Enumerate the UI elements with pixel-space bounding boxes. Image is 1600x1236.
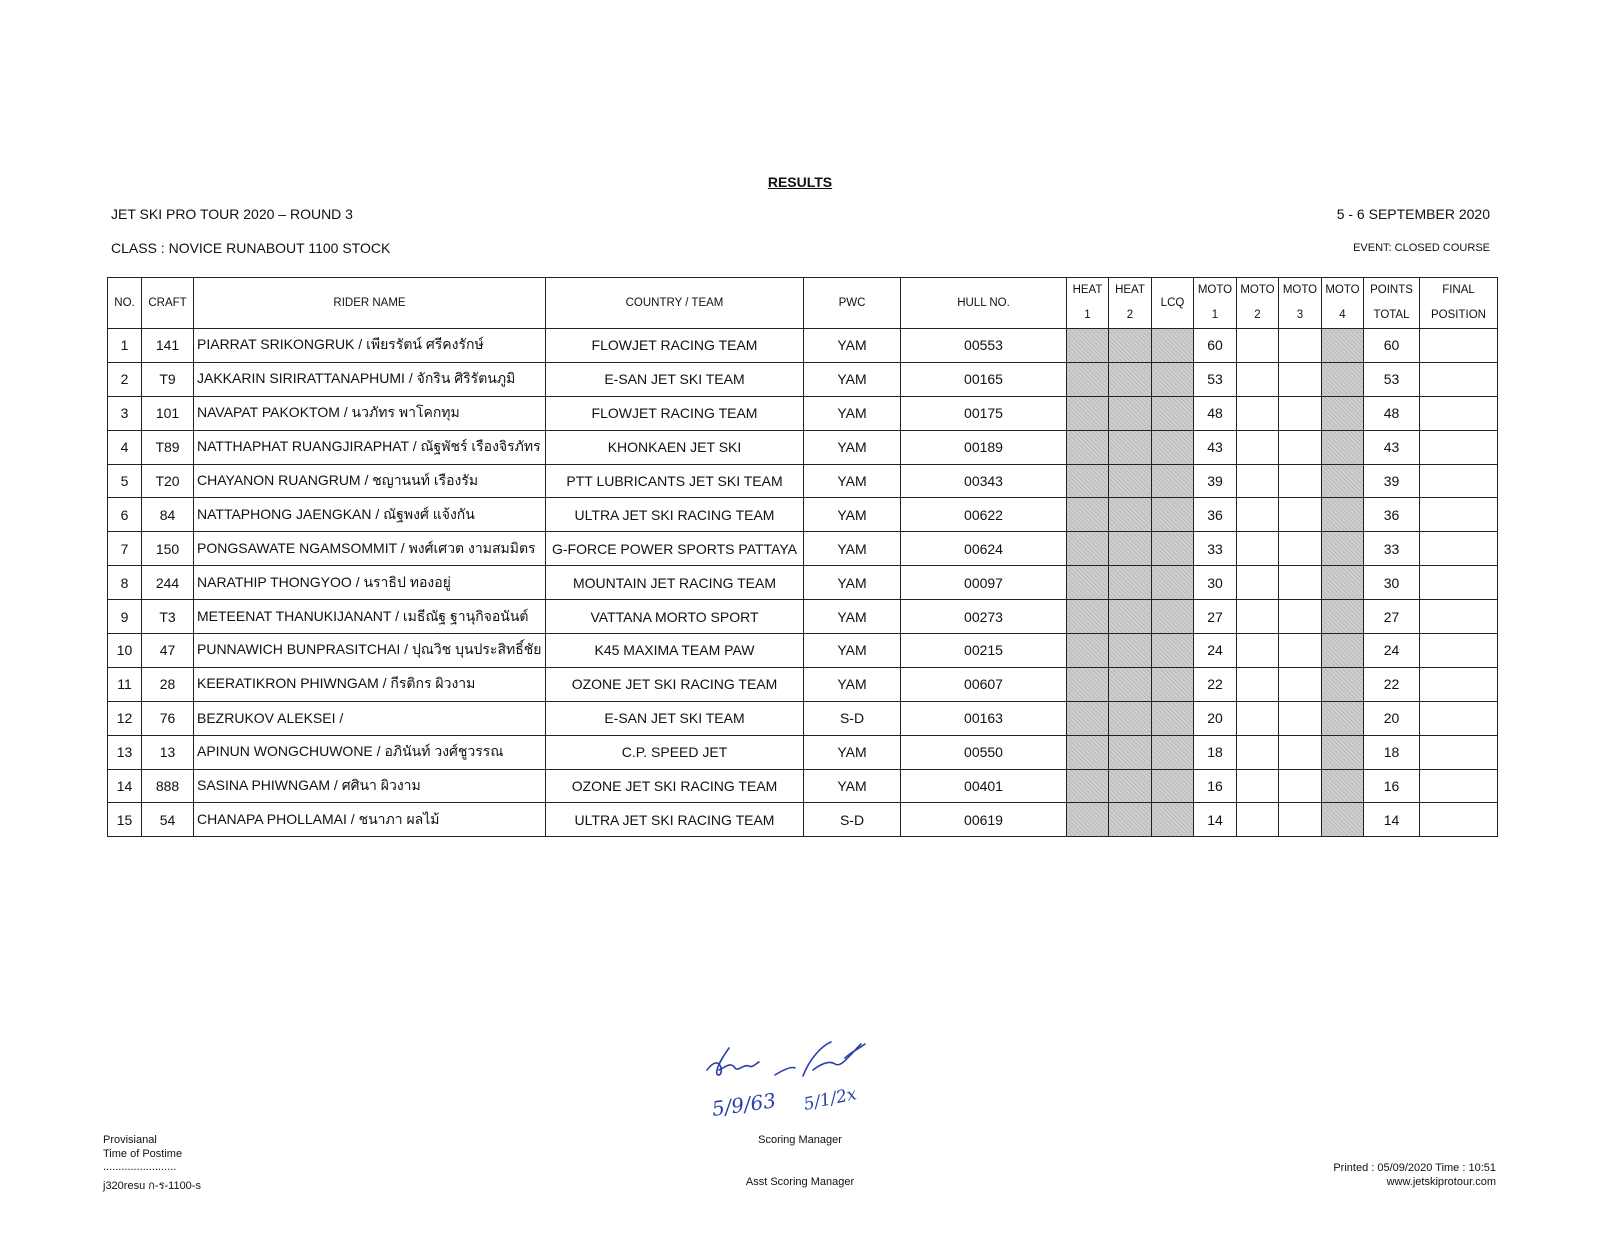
cell-pwc: YAM bbox=[804, 769, 901, 803]
cell-heat1 bbox=[1067, 769, 1109, 803]
cell-points-total: 39 bbox=[1364, 464, 1420, 498]
cell-moto1: 53 bbox=[1194, 362, 1237, 396]
postime-dotted-line: ........................ bbox=[103, 1161, 177, 1173]
cell-rider-name: PIARRAT SRIKONGRUK / เพียรรัตน์ ศรีคงรักษ์ bbox=[194, 329, 546, 363]
cell-final-position bbox=[1420, 396, 1498, 430]
col-moto2-subheader: 2 bbox=[1237, 303, 1279, 329]
cell-moto4 bbox=[1322, 769, 1364, 803]
cell-moto3 bbox=[1279, 566, 1322, 600]
cell-moto4 bbox=[1322, 532, 1364, 566]
cell-moto3 bbox=[1279, 701, 1322, 735]
col-moto2-header: MOTO bbox=[1237, 278, 1279, 304]
cell-heat1 bbox=[1067, 532, 1109, 566]
col-moto1-subheader: 1 bbox=[1194, 303, 1237, 329]
cell-pwc: YAM bbox=[804, 396, 901, 430]
cell-moto2 bbox=[1237, 634, 1279, 668]
table-row bbox=[108, 430, 1498, 464]
cell-lcq bbox=[1152, 362, 1194, 396]
results-table bbox=[107, 277, 1498, 837]
cell-moto2 bbox=[1237, 803, 1279, 837]
cell-points-total: 43 bbox=[1364, 430, 1420, 464]
cell-points-total: 53 bbox=[1364, 362, 1420, 396]
cell-lcq bbox=[1152, 769, 1194, 803]
cell-moto4 bbox=[1322, 498, 1364, 532]
cell-rider-name: NATTAPHONG JAENGKAN / ณัฐพงศ์ แจ้งกัน bbox=[194, 498, 546, 532]
cell-moto3 bbox=[1279, 735, 1322, 769]
signature-image bbox=[705, 1040, 895, 1140]
cell-no: 8 bbox=[108, 566, 142, 600]
cell-craft: 84 bbox=[142, 498, 194, 532]
cell-heat1 bbox=[1067, 667, 1109, 701]
cell-moto1: 22 bbox=[1194, 667, 1237, 701]
cell-lcq bbox=[1152, 532, 1194, 566]
cell-moto4 bbox=[1322, 396, 1364, 430]
cell-hull: 00619 bbox=[901, 803, 1067, 837]
cell-lcq bbox=[1152, 430, 1194, 464]
cell-heat2 bbox=[1109, 667, 1152, 701]
cell-moto4 bbox=[1322, 329, 1364, 363]
cell-moto2 bbox=[1237, 430, 1279, 464]
cell-team: ULTRA JET SKI RACING TEAM bbox=[546, 803, 804, 837]
cell-team: ULTRA JET SKI RACING TEAM bbox=[546, 498, 804, 532]
cell-moto3 bbox=[1279, 769, 1322, 803]
col-hull-header: HULL NO. bbox=[901, 278, 1067, 329]
cell-points-total: 27 bbox=[1364, 600, 1420, 634]
cell-craft: 141 bbox=[142, 329, 194, 363]
col-points-subheader: TOTAL bbox=[1364, 303, 1420, 329]
cell-moto2 bbox=[1237, 362, 1279, 396]
cell-heat2 bbox=[1109, 701, 1152, 735]
cell-moto4 bbox=[1322, 735, 1364, 769]
cell-moto3 bbox=[1279, 803, 1322, 837]
cell-moto4 bbox=[1322, 362, 1364, 396]
cell-no: 2 bbox=[108, 362, 142, 396]
cell-moto2 bbox=[1237, 735, 1279, 769]
table-row bbox=[108, 667, 1498, 701]
cell-moto4 bbox=[1322, 600, 1364, 634]
cell-lcq bbox=[1152, 667, 1194, 701]
cell-moto2 bbox=[1237, 498, 1279, 532]
cell-craft: 888 bbox=[142, 769, 194, 803]
cell-pwc: YAM bbox=[804, 735, 901, 769]
cell-moto2 bbox=[1237, 329, 1279, 363]
cell-team: C.P. SPEED JET bbox=[546, 735, 804, 769]
cell-points-total: 30 bbox=[1364, 566, 1420, 600]
page-title: RESULTS bbox=[767, 174, 833, 190]
cell-team: MOUNTAIN JET RACING TEAM bbox=[546, 566, 804, 600]
table-row bbox=[108, 803, 1498, 837]
cell-no: 10 bbox=[108, 634, 142, 668]
cell-heat2 bbox=[1109, 396, 1152, 430]
table-header bbox=[108, 278, 1498, 329]
cell-pwc: YAM bbox=[804, 532, 901, 566]
cell-final-position bbox=[1420, 701, 1498, 735]
cell-heat1 bbox=[1067, 498, 1109, 532]
table-row bbox=[108, 701, 1498, 735]
cell-heat2 bbox=[1109, 600, 1152, 634]
cell-moto4 bbox=[1322, 667, 1364, 701]
cell-no: 6 bbox=[108, 498, 142, 532]
col-rider-header: RIDER NAME bbox=[194, 278, 546, 329]
table-row bbox=[108, 464, 1498, 498]
cell-moto2 bbox=[1237, 566, 1279, 600]
cell-moto4 bbox=[1322, 566, 1364, 600]
cell-moto4 bbox=[1322, 464, 1364, 498]
col-moto3-header: MOTO bbox=[1279, 278, 1322, 304]
cell-final-position bbox=[1420, 430, 1498, 464]
table-row bbox=[108, 362, 1498, 396]
cell-team: VATTANA MORTO SPORT bbox=[546, 600, 804, 634]
cell-team: E-SAN JET SKI TEAM bbox=[546, 701, 804, 735]
cell-craft: 13 bbox=[142, 735, 194, 769]
col-moto3-subheader: 3 bbox=[1279, 303, 1322, 329]
cell-team: OZONE JET SKI RACING TEAM bbox=[546, 667, 804, 701]
cell-hull: 00215 bbox=[901, 634, 1067, 668]
cell-hull: 00175 bbox=[901, 396, 1067, 430]
cell-points-total: 18 bbox=[1364, 735, 1420, 769]
cell-team: G-FORCE POWER SPORTS PATTAYA bbox=[546, 532, 804, 566]
cell-final-position bbox=[1420, 735, 1498, 769]
cell-moto1: 20 bbox=[1194, 701, 1237, 735]
cell-craft: 101 bbox=[142, 396, 194, 430]
cell-heat2 bbox=[1109, 634, 1152, 668]
cell-moto1: 33 bbox=[1194, 532, 1237, 566]
cell-pwc: S-D bbox=[804, 803, 901, 837]
cell-points-total: 20 bbox=[1364, 701, 1420, 735]
cell-craft: 47 bbox=[142, 634, 194, 668]
cell-craft: T20 bbox=[142, 464, 194, 498]
col-moto1-header: MOTO bbox=[1194, 278, 1237, 304]
table-row bbox=[108, 634, 1498, 668]
cell-lcq bbox=[1152, 701, 1194, 735]
cell-heat1 bbox=[1067, 634, 1109, 668]
cell-no: 12 bbox=[108, 701, 142, 735]
cell-moto4 bbox=[1322, 634, 1364, 668]
cell-no: 7 bbox=[108, 532, 142, 566]
cell-moto2 bbox=[1237, 396, 1279, 430]
cell-moto3 bbox=[1279, 396, 1322, 430]
cell-moto3 bbox=[1279, 329, 1322, 363]
cell-moto1: 43 bbox=[1194, 430, 1237, 464]
cell-hull: 00343 bbox=[901, 464, 1067, 498]
cell-final-position bbox=[1420, 566, 1498, 600]
cell-moto1: 48 bbox=[1194, 396, 1237, 430]
cell-heat1 bbox=[1067, 803, 1109, 837]
cell-moto1: 39 bbox=[1194, 464, 1237, 498]
cell-hull: 00189 bbox=[901, 430, 1067, 464]
cell-points-total: 36 bbox=[1364, 498, 1420, 532]
cell-lcq bbox=[1152, 735, 1194, 769]
table-row bbox=[108, 498, 1498, 532]
cell-hull: 00624 bbox=[901, 532, 1067, 566]
cell-hull: 00550 bbox=[901, 735, 1067, 769]
cell-moto3 bbox=[1279, 634, 1322, 668]
cell-craft: 150 bbox=[142, 532, 194, 566]
cell-hull: 00622 bbox=[901, 498, 1067, 532]
cell-hull: 00607 bbox=[901, 667, 1067, 701]
event-dates: 5 - 6 SEPTEMBER 2020 bbox=[1336, 206, 1490, 222]
cell-moto3 bbox=[1279, 532, 1322, 566]
cell-pwc: YAM bbox=[804, 566, 901, 600]
cell-pwc: YAM bbox=[804, 667, 901, 701]
cell-final-position bbox=[1420, 498, 1498, 532]
cell-heat1 bbox=[1067, 430, 1109, 464]
cell-moto1: 24 bbox=[1194, 634, 1237, 668]
cell-final-position bbox=[1420, 803, 1498, 837]
cell-moto4 bbox=[1322, 803, 1364, 837]
cell-heat2 bbox=[1109, 566, 1152, 600]
cell-rider-name: APINUN WONGCHUWONE / อภินันท์ วงศ์ชูวรรณ bbox=[194, 735, 546, 769]
cell-moto1: 36 bbox=[1194, 498, 1237, 532]
cell-pwc: YAM bbox=[804, 362, 901, 396]
cell-moto1: 18 bbox=[1194, 735, 1237, 769]
provisional-label: Provisianal bbox=[103, 1134, 157, 1146]
col-lcq-header: LCQ bbox=[1152, 278, 1194, 329]
cell-pwc: YAM bbox=[804, 600, 901, 634]
col-pwc-header: PWC bbox=[804, 278, 901, 329]
cell-pwc: YAM bbox=[804, 498, 901, 532]
cell-rider-name: CHANAPA PHOLLAMAI / ชนาภา ผลไม้ bbox=[194, 803, 546, 837]
printed-timestamp: Printed : 05/09/2020 Time : 10:51 bbox=[1333, 1162, 1496, 1174]
cell-team: K45 MAXIMA TEAM PAW bbox=[546, 634, 804, 668]
col-team-header: COUNTRY / TEAM bbox=[546, 278, 804, 329]
cell-pwc: YAM bbox=[804, 329, 901, 363]
table-body bbox=[108, 329, 1498, 837]
website-link[interactable]: www.jetskiprotour.com bbox=[1386, 1176, 1496, 1188]
cell-moto2 bbox=[1237, 769, 1279, 803]
cell-heat2 bbox=[1109, 498, 1152, 532]
cell-no: 13 bbox=[108, 735, 142, 769]
cell-moto1: 14 bbox=[1194, 803, 1237, 837]
cell-moto2 bbox=[1237, 600, 1279, 634]
cell-no: 9 bbox=[108, 600, 142, 634]
cell-heat1 bbox=[1067, 566, 1109, 600]
cell-final-position bbox=[1420, 667, 1498, 701]
asst-scoring-manager-label: Asst Scoring Manager bbox=[745, 1176, 855, 1188]
cell-lcq bbox=[1152, 498, 1194, 532]
cell-moto3 bbox=[1279, 430, 1322, 464]
cell-final-position bbox=[1420, 532, 1498, 566]
cell-heat2 bbox=[1109, 532, 1152, 566]
cell-lcq bbox=[1152, 600, 1194, 634]
cell-craft: 54 bbox=[142, 803, 194, 837]
cell-moto1: 30 bbox=[1194, 566, 1237, 600]
cell-final-position bbox=[1420, 634, 1498, 668]
cell-pwc: YAM bbox=[804, 464, 901, 498]
cell-team: PTT LUBRICANTS JET SKI TEAM bbox=[546, 464, 804, 498]
col-craft-header: CRAFT bbox=[142, 278, 194, 329]
cell-rider-name: NAVAPAT PAKOKTOM / นวภัทร พาโคกทุม bbox=[194, 396, 546, 430]
col-heat2-header: HEAT bbox=[1109, 278, 1152, 304]
col-moto4-subheader: 4 bbox=[1322, 303, 1364, 329]
cell-heat1 bbox=[1067, 362, 1109, 396]
cell-final-position bbox=[1420, 600, 1498, 634]
table-row bbox=[108, 735, 1498, 769]
cell-points-total: 16 bbox=[1364, 769, 1420, 803]
col-no-header: NO. bbox=[108, 278, 142, 329]
cell-craft: T9 bbox=[142, 362, 194, 396]
cell-heat1 bbox=[1067, 600, 1109, 634]
cell-rider-name: PONGSAWATE NGAMSOMMIT / พงศ์เศวต งามสมมิตร bbox=[194, 532, 546, 566]
cell-lcq bbox=[1152, 329, 1194, 363]
col-points-header: POINTS bbox=[1364, 278, 1420, 304]
cell-heat2 bbox=[1109, 803, 1152, 837]
col-moto4-header: MOTO bbox=[1322, 278, 1364, 304]
cell-heat1 bbox=[1067, 329, 1109, 363]
cell-points-total: 48 bbox=[1364, 396, 1420, 430]
cell-moto2 bbox=[1237, 532, 1279, 566]
cell-rider-name: JAKKARIN SIRIRATTANAPHUMI / จักริน ศิริรัตนภูมิ bbox=[194, 362, 546, 396]
cell-moto1: 16 bbox=[1194, 769, 1237, 803]
cell-team: OZONE JET SKI RACING TEAM bbox=[546, 769, 804, 803]
cell-final-position bbox=[1420, 362, 1498, 396]
cell-hull: 00163 bbox=[901, 701, 1067, 735]
cell-no: 15 bbox=[108, 803, 142, 837]
cell-hull: 00097 bbox=[901, 566, 1067, 600]
cell-lcq bbox=[1152, 396, 1194, 430]
cell-points-total: 33 bbox=[1364, 532, 1420, 566]
postime-label: Time of Postime bbox=[103, 1148, 183, 1160]
cell-heat2 bbox=[1109, 464, 1152, 498]
cell-moto4 bbox=[1322, 701, 1364, 735]
cell-pwc: S-D bbox=[804, 701, 901, 735]
cell-heat2 bbox=[1109, 362, 1152, 396]
cell-moto1: 27 bbox=[1194, 600, 1237, 634]
cell-craft: T89 bbox=[142, 430, 194, 464]
event-type: EVENT: CLOSED COURSE bbox=[1353, 242, 1490, 254]
cell-heat2 bbox=[1109, 329, 1152, 363]
cell-moto3 bbox=[1279, 464, 1322, 498]
cell-pwc: YAM bbox=[804, 634, 901, 668]
scoring-manager-label: Scoring Manager bbox=[758, 1134, 842, 1146]
cell-team: FLOWJET RACING TEAM bbox=[546, 329, 804, 363]
cell-rider-name: PUNNAWICH BUNPRASITCHAI / ปุณวิช บุนประสิทธิ์ชัย bbox=[194, 634, 546, 668]
cell-rider-name: BEZRUKOV ALEKSEI / bbox=[194, 701, 546, 735]
cell-points-total: 60 bbox=[1364, 329, 1420, 363]
cell-final-position bbox=[1420, 329, 1498, 363]
cell-rider-name: CHAYANON RUANGRUM / ชญานนท์ เรืองรัม bbox=[194, 464, 546, 498]
cell-points-total: 14 bbox=[1364, 803, 1420, 837]
cell-final-position bbox=[1420, 464, 1498, 498]
cell-hull: 00401 bbox=[901, 769, 1067, 803]
cell-rider-name: KEERATIKRON PHIWNGAM / กีรติกร ผิวงาม bbox=[194, 667, 546, 701]
cell-no: 1 bbox=[108, 329, 142, 363]
cell-no: 3 bbox=[108, 396, 142, 430]
cell-team: E-SAN JET SKI TEAM bbox=[546, 362, 804, 396]
cell-rider-name: SASINA PHIWNGAM / ศศินา ผิวงาม bbox=[194, 769, 546, 803]
cell-no: 14 bbox=[108, 769, 142, 803]
col-final-header: FINAL bbox=[1420, 278, 1498, 304]
cell-lcq bbox=[1152, 803, 1194, 837]
cell-moto3 bbox=[1279, 600, 1322, 634]
cell-rider-name: METEENAT THANUKIJANANT / เมธีณัฐ ฐานุกิจอนันต์ bbox=[194, 600, 546, 634]
class-name: CLASS : NOVICE RUNABOUT 1100 STOCK bbox=[111, 240, 391, 256]
cell-heat2 bbox=[1109, 430, 1152, 464]
cell-moto2 bbox=[1237, 667, 1279, 701]
signature-date-2: 5/1/2x bbox=[801, 1084, 859, 1115]
table-row bbox=[108, 600, 1498, 634]
table-row bbox=[108, 769, 1498, 803]
cell-hull: 00273 bbox=[901, 600, 1067, 634]
cell-hull: 00165 bbox=[901, 362, 1067, 396]
cell-lcq bbox=[1152, 566, 1194, 600]
col-heat2-subheader: 2 bbox=[1109, 303, 1152, 329]
col-heat1-subheader: 1 bbox=[1067, 303, 1109, 329]
cell-points-total: 24 bbox=[1364, 634, 1420, 668]
cell-team: KHONKAEN JET SKI bbox=[546, 430, 804, 464]
event-name: JET SKI PRO TOUR 2020 – ROUND 3 bbox=[111, 206, 353, 222]
cell-heat1 bbox=[1067, 464, 1109, 498]
cell-moto2 bbox=[1237, 701, 1279, 735]
cell-hull: 00553 bbox=[901, 329, 1067, 363]
cell-heat2 bbox=[1109, 735, 1152, 769]
cell-moto2 bbox=[1237, 464, 1279, 498]
cell-no: 5 bbox=[108, 464, 142, 498]
cell-points-total: 22 bbox=[1364, 667, 1420, 701]
cell-no: 11 bbox=[108, 667, 142, 701]
cell-final-position bbox=[1420, 769, 1498, 803]
cell-team: FLOWJET RACING TEAM bbox=[546, 396, 804, 430]
cell-lcq bbox=[1152, 634, 1194, 668]
col-heat1-header: HEAT bbox=[1067, 278, 1109, 304]
cell-rider-name: NARATHIP THONGYOO / นราธิป ทองอยู่ bbox=[194, 566, 546, 600]
cell-moto3 bbox=[1279, 362, 1322, 396]
cell-pwc: YAM bbox=[804, 430, 901, 464]
cell-moto3 bbox=[1279, 498, 1322, 532]
cell-moto1: 60 bbox=[1194, 329, 1237, 363]
table-row bbox=[108, 329, 1498, 363]
cell-heat1 bbox=[1067, 735, 1109, 769]
cell-moto3 bbox=[1279, 667, 1322, 701]
cell-craft: 28 bbox=[142, 667, 194, 701]
cell-craft: 76 bbox=[142, 701, 194, 735]
document-code: j320resu ก-ร-1100-s bbox=[103, 1180, 201, 1192]
col-final-subheader: POSITION bbox=[1420, 303, 1498, 329]
signature-date-1: 5/9/63 bbox=[710, 1088, 778, 1121]
table-row bbox=[108, 396, 1498, 430]
cell-heat1 bbox=[1067, 701, 1109, 735]
cell-moto4 bbox=[1322, 430, 1364, 464]
cell-craft: T3 bbox=[142, 600, 194, 634]
cell-heat2 bbox=[1109, 769, 1152, 803]
cell-no: 4 bbox=[108, 430, 142, 464]
table-row bbox=[108, 532, 1498, 566]
cell-heat1 bbox=[1067, 396, 1109, 430]
cell-lcq bbox=[1152, 464, 1194, 498]
cell-rider-name: NATTHAPHAT RUANGJIRAPHAT / ณัฐพัชร์ เรืองจิรภัทร bbox=[194, 430, 546, 464]
cell-craft: 244 bbox=[142, 566, 194, 600]
table-row bbox=[108, 566, 1498, 600]
